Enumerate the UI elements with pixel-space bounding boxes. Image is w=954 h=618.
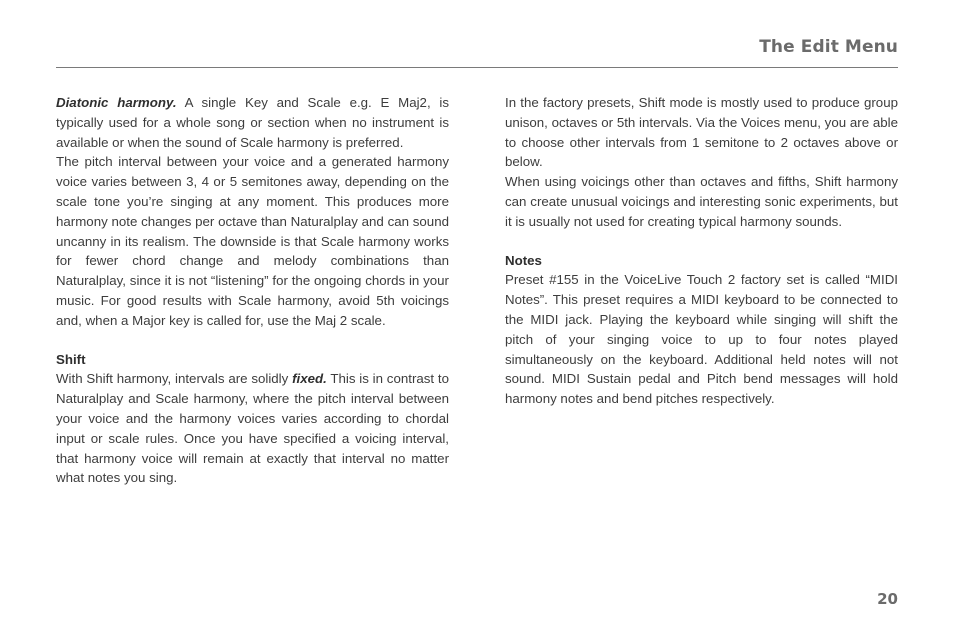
diatonic-harmony-text: A single Key and Scale e.g. E Maj2, is typically used for a whole song or section when no instrument is available or when the sound of Scale harmony is preferred. (56, 95, 449, 150)
right-column (505, 93, 898, 409)
diatonic-harmony-paragraph (56, 93, 449, 152)
shift-emphasis: fixed. (292, 371, 327, 387)
shift-text-before: With Shift harmony, intervals are solidly (56, 371, 293, 387)
voicings-paragraph: When using voicings other than octaves and fifths, Shift harmony can create unusual voicings and interesting sonic experiments, but it is usually not used for creating typical harmony sounds. (505, 174, 898, 229)
header-divider (56, 67, 898, 68)
pitch-interval-paragraph: The pitch interval between your voice and a generated harmony voice varies between 3, 4 or 5 semitones away, depending on the scale tone you’re singing at any moment. This produces more harmony note changes per octave than Naturalplay and can sound uncanny in its realism. The downside is that Scale harmony works for fewer chord change and melody combinations than Naturalplay, since it is not “listening” for the ongoing chords in your music. For good results with Scale harmony, avoid 5th voicings and, when a Major key is called for, use the Maj 2 scale. (56, 154, 449, 328)
diatonic-harmony-term: Diatonic harmony. (56, 95, 177, 110)
notes-paragraph: Preset #155 in the VoiceLive Touch 2 factory set is called “MIDI Notes”. This preset requires a MIDI keyboard to be connected to the MIDI jack. Playing the keyboard while singing will shift the pitch of your singing voice to up to four notes played simultaneously on the keyboard. Additional held notes will not sound. MIDI Sustain pedal and Pitch bend messages will hold harmony notes and bend pitches respectively. (505, 272, 898, 407)
left-column (56, 93, 449, 488)
page-number: 20 (877, 590, 898, 608)
shift-text-after: This is in contrast to Naturalplay and Scale harmony, where the pitch interval between your voice and the harmony voices varies according to chordal input or scale rules. Once you have specified a voicing interval, that harmony voice will remain at exactly that interval no matter what notes you sing. (56, 371, 449, 486)
page-header-title: The Edit Menu (759, 37, 898, 57)
shift-heading: Shift (56, 351, 86, 367)
shift-paragraph (56, 369, 449, 488)
notes-heading: Notes (505, 252, 542, 268)
factory-presets-paragraph: In the factory presets, Shift mode is mostly used to produce group unison, octaves or 5th intervals. Via the Voices menu, you are able to choose other intervals from 1 semitone to 2 octaves above or below. (505, 95, 898, 170)
